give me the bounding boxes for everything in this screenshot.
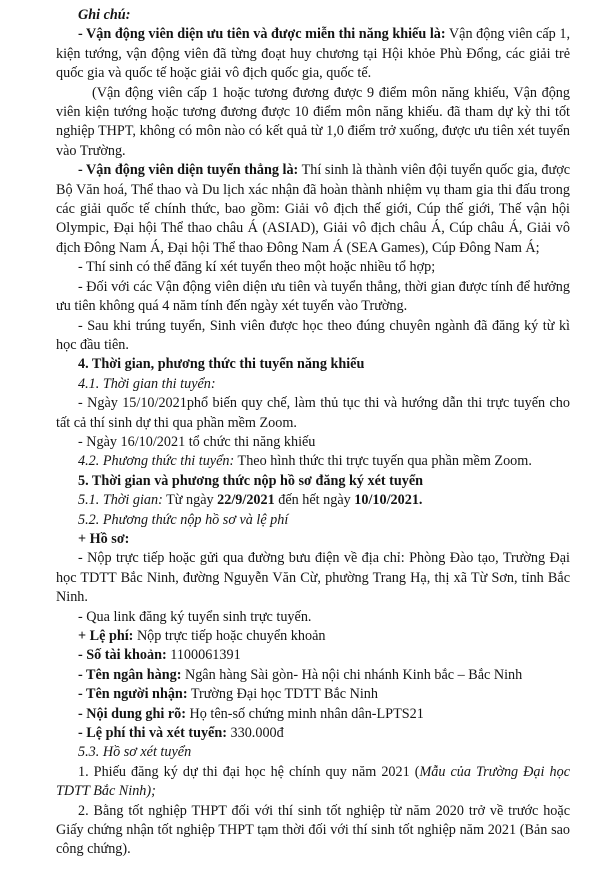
fee-label: + Lệ phí: [78, 628, 134, 644]
dossier-item-1 [56, 763, 570, 802]
priority-athletes-paragraph [56, 25, 570, 83]
dossier-label: + Hồ sơ: [78, 530, 130, 547]
section-4-2-text: Theo hình thức thi trực tuyến qua phần mềm Zoom. [234, 453, 532, 470]
note-item: - Sau khi trúng tuyển, Sinh viên được học theo đúng chuyên ngành đã đăng ký từ kì học đầu tiên. [56, 317, 570, 353]
receiver-paragraph [56, 685, 570, 704]
dossier-item-2: 2. Bằng tốt nghiệp THPT đối với thí sinh tốt nghiệp từ năm 2020 trở về trước hoặc Giấy chứng nhận tốt nghiệp THPT tạm thời đối với thí sinh tốt nghiệp năm 2021 (Bản sao công chứng). [56, 802, 570, 858]
total-fee-label: - Lệ phí thi và xét tuyển: [78, 725, 227, 742]
transfer-content-value: Họ tên-số chứng minh nhân dân-LPTS21 [186, 705, 424, 722]
schedule-item: - Ngày 16/10/2021 tổ chức thi năng khiếu [78, 433, 316, 450]
dossier-item-1-italic: Mẫu của Trường Đại học TDTT Bắc Ninh); [56, 763, 570, 800]
section-4-1-heading: 4.1. Thời gian thi tuyển: [78, 375, 216, 392]
note-title: Ghi chú: [78, 7, 131, 23]
time-pre-text: Từ ngày [162, 492, 218, 509]
fee-text: Nộp trực tiếp hoặc chuyển khoản [133, 628, 326, 644]
bank-label: - Tên ngân hàng: [78, 666, 182, 683]
receiver-name: Trường Đại học TDTT Bắc Ninh [187, 686, 378, 703]
direct-admission-paragraph [56, 161, 570, 258]
submission-address: - Nộp trực tiếp hoặc gửi qua đường bưu điện về địa chỉ: Phòng Đào tạo, Trường Đại học TDTT Bắc Ninh, đường Nguyễn Văn Cừ, phường Trang Hạ, thị xã Từ Sơn, tỉnh Bắc Ninh. [56, 550, 570, 606]
section-5-1-paragraph [56, 491, 570, 510]
end-date: 10/10/2021. [354, 492, 423, 509]
dossier-item-1-text: 1. Phiếu đăng ký dự thi đại học hệ chính quy năm 2021 ( [78, 763, 420, 780]
start-date: 22/9/2021 [217, 492, 275, 509]
account-number: 1100061391 [166, 647, 241, 664]
priority-athletes-text: Vận động viên cấp 1, kiện tướng, vận động viên đã từng đoạt huy chương tại Hội khỏe Phù Đổng, các giải trẻ quốc gia và quốc tế hoặc giải vô địch quốc gia, quốc tế. [56, 26, 570, 82]
receiver-label: - Tên người nhận: [78, 686, 188, 703]
section-4-heading: 4. Thời gian, phương thức thi tuyển năng khiếu [78, 356, 365, 373]
account-paragraph [56, 646, 570, 665]
section-5-3-heading: 5.3. Hồ sơ xét tuyển [78, 744, 192, 761]
account-label: - Số tài khoản: [78, 647, 167, 664]
section-5-1-label: 5.1. Thời gian: [78, 492, 163, 509]
direct-admission-text: Thí sinh là thành viên đội tuyển quốc gia, được Bộ Văn hoá, Thể thao và Du lịch xác nhận đã hoàn thành nhiệm vụ tham gia thi đấu trong các giải quốc tế chính thức, bao gồm: Giải vô địch thế giới, Cúp thế giới, Thế vận hội Olympic, Đại hội Thể thao châu Á (ASIAD), Giải vô địch châu Á, Cúp châu Á, Giải vô địch Đông Nam Á, Đại hội Thể thao Đông Nam Á (SEA Games), Cúp Đông Nam Á; [56, 162, 570, 256]
total-fee-paragraph [56, 724, 570, 743]
section-5-2-heading: 5.2. Phương thức nộp hồ sơ và lệ phí [78, 511, 289, 528]
online-registration: - Qua link đăng ký tuyển sinh trực tuyến. [78, 608, 312, 625]
priority-athletes-label: - Vận động viên diện ưu tiên và được miễn thi năng khiếu là: [78, 26, 446, 43]
transfer-content-paragraph [56, 705, 570, 724]
section-4-2-paragraph [56, 452, 570, 471]
note-item: - Đối với các Vận động viên diện ưu tiên và tuyển thẳng, thời gian được tính để hưởng ưu tiên không quá 4 năm tính đến ngày xét tuyển vào Trường. [56, 278, 570, 315]
bank-paragraph [56, 666, 570, 685]
priority-points-note: (Vận động viên cấp 1 hoặc tương đương được 9 điểm môn năng khiếu, Vận động viên kiện tướng hoặc tương đương được 10 điểm môn năng khiếu. đã tham dự kỳ thi tốt nghiệp THPT, không có môn nào có kết quả từ 1,0 điểm trở xuống, được ưu tiên xét tuyển vào Trường. [56, 84, 570, 159]
direct-admission-label: - Vận động viên diện tuyển thẳng là: [78, 162, 299, 179]
note-item: - Thí sinh có thể đăng kí xét tuyển theo một hoặc nhiều tổ hợp; [78, 259, 436, 276]
total-fee-value: 330.000đ [226, 725, 284, 742]
section-5-heading: 5. Thời gian và phương thức nộp hồ sơ đăng ký xét tuyển [78, 472, 424, 489]
schedule-item: - Ngày 15/10/2021phổ biến quy chế, làm thủ tục thi và hướng dẫn thi trực tuyến cho tất cả thí sinh dự thi qua phần mềm Zoom. [56, 395, 570, 431]
transfer-content-label: - Nội dung ghi rõ: [78, 705, 186, 722]
time-mid-text: đến hết ngày [274, 492, 355, 509]
fee-paragraph [56, 627, 570, 646]
section-4-2-label: 4.2. Phương thức thi tuyển: [78, 453, 235, 470]
bank-name: Ngân hàng Sài gòn- Hà nội chi nhánh Kinh bắc – Bắc Ninh [181, 666, 523, 683]
